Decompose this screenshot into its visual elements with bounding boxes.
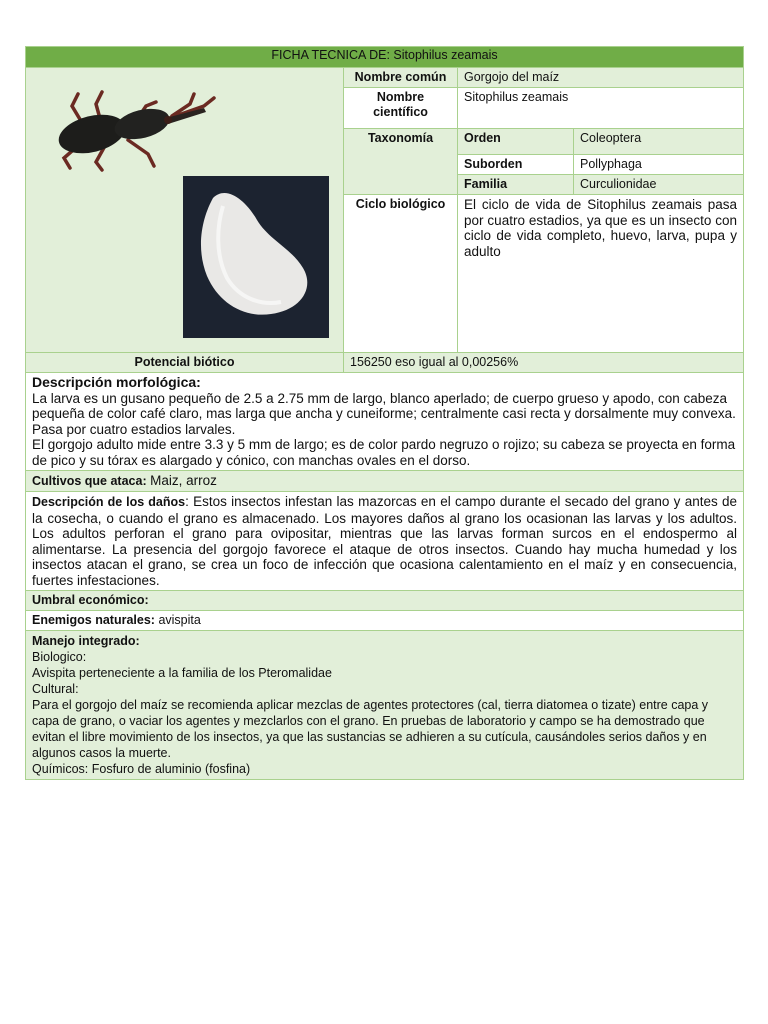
larva-photo <box>183 176 329 338</box>
ciclo-value: El ciclo de vida de Sitophilus zeamais pasa por cuatro estadios, ya que es un insecto con ciclo de vida completo, huevo, larva, pupa y adulto <box>458 195 744 353</box>
ciclo-label: Ciclo biológico <box>344 195 458 353</box>
manejo-line: Biologico: <box>32 650 87 664</box>
nombre-cientifico-value: Sitophilus zeamais <box>458 88 744 129</box>
weevil-photo <box>44 82 220 172</box>
taxon-value-orden: Coleoptera <box>574 129 744 155</box>
nombre-cientifico-label: Nombre científico <box>344 88 458 129</box>
taxon-value-suborden: Pollyphaga <box>574 155 744 175</box>
cultivos-label: Cultivos que ataca: <box>32 474 147 488</box>
manejo-line: Químicos: Fosfuro de aluminio (fosfina) <box>32 762 251 776</box>
manejo-line: Cultural: <box>32 682 79 696</box>
taxon-value-familia: Curculionidae <box>574 175 744 195</box>
cultivos-row <box>26 471 744 492</box>
taxonomia-label: Taxonomía <box>344 129 458 195</box>
taxon-rank-familia: Familia <box>458 175 574 195</box>
enemigos-row <box>26 611 744 631</box>
cultivos-value: Maiz, arroz <box>150 473 217 488</box>
potencial-label: Potencial biótico <box>26 353 344 373</box>
manejo-label: Manejo integrado: <box>32 634 140 648</box>
taxon-rank-suborden: Suborden <box>458 155 574 175</box>
descripcion-label: Descripción morfológica: <box>32 374 201 390</box>
umbral-label: Umbral económico: <box>26 591 744 611</box>
sheet-title: FICHA TECNICA DE: Sitophilus zeamais <box>26 47 744 68</box>
manejo-line: Para el gorgojo del maíz se recomienda aplicar mezclas de agentes protectores (cal, tierra diatomea o tizate) entre capa y capa de grano, o vaciar los agentes y mezclarlos con el grano. En pruebas de laboratorio y campo se ha demostrado que evitan el libre movimiento de los insectos, ya que las sustancias se adhieren a su cutícula, causándoles serios daños y en algunos casos la muerte. <box>32 698 709 760</box>
nombre-comun-value: Gorgojo del maíz <box>458 68 744 88</box>
descripcion-larva: La larva es un gusano pequeño de 2.5 a 2.75 mm de largo, blanco aperlado; de cuerpo grueso y apodo, con cabeza pequeña de color café claro, mas larga que ancha y cuneiforme; centralmente casi recta y dorsalmente muy convexa. Pasa por cuatro estadios larvales. <box>32 390 736 437</box>
danos-label: Descripción de los daños <box>32 495 186 509</box>
enemigos-value: avispita <box>158 613 201 627</box>
photo-cell <box>26 68 344 353</box>
descripcion-section <box>26 373 744 471</box>
technical-sheet <box>25 46 743 780</box>
taxon-rank-orden: Orden <box>458 129 574 155</box>
nombre-comun-label: Nombre común <box>344 68 458 88</box>
manejo-section <box>26 631 744 780</box>
enemigos-label: Enemigos naturales: <box>32 613 155 627</box>
danos-section <box>26 492 744 591</box>
potencial-value: 156250 eso igual al 0,00256% <box>344 353 744 373</box>
descripcion-adulto: El gorgojo adulto mide entre 3.3 y 5 mm de largo; es de color pardo negruzo o rojizo; su cabeza se proyecta en forma de pico y su tórax es alargado y cónico, con manchas ovales en el dorso. <box>32 437 736 468</box>
danos-value: : Estos insectos infestan las mazorcas en el campo durante el secado del grano y antes de la cosecha, o cuando el grano es almacenado. Los mayores daños al grano los ocasionan las larvas y los adultos. Los adultos perforan el grano para ovipositar, mientras que las larvas forman surcos en el endospermo al alimentarse. La presencia del gorgojo favorece el ataque de otros insectos. Cuando hay mucha humedad y los insectos atacan el grano, se crea un foco de infección que ocasiona calentamiento en el maíz y en consecuencia, fuertes infestaciones. <box>32 494 738 588</box>
sheet-table <box>25 46 744 780</box>
manejo-line: Avispita perteneciente a la familia de los Pteromalidae <box>32 666 332 680</box>
